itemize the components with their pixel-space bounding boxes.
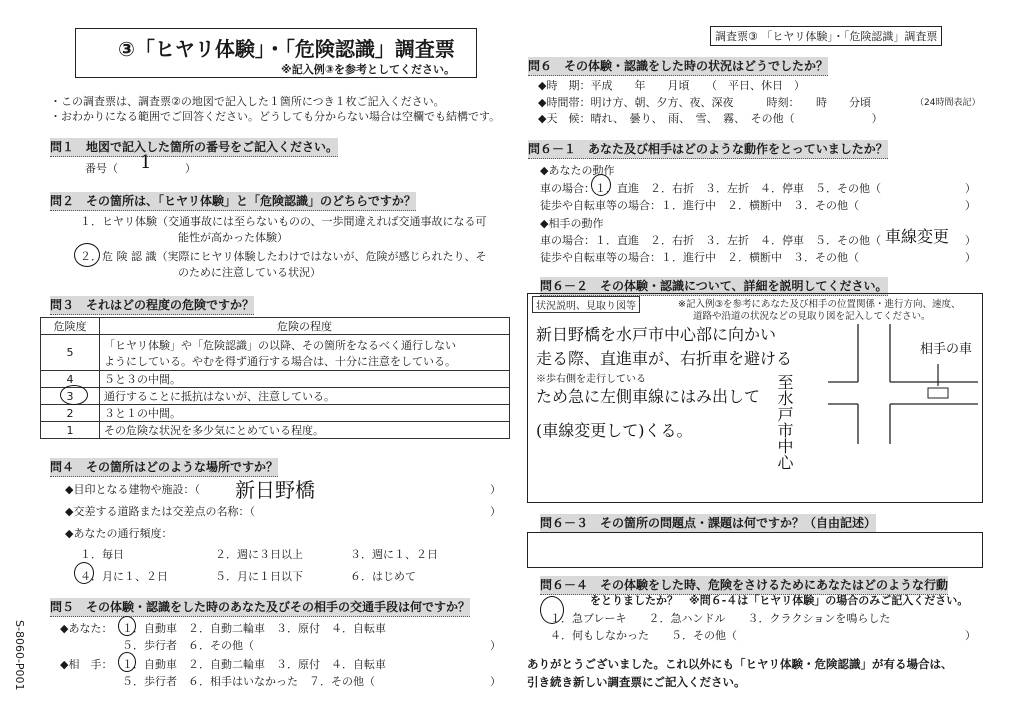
danger-level: 4 bbox=[41, 371, 100, 388]
danger-desc-b: ようにしている。やむを得ず通行する場合は、十分に注意をしている。 bbox=[104, 354, 456, 368]
table-row[interactable] bbox=[41, 371, 510, 388]
q62-hand-line-3: ため急に左側車線にはみ出して bbox=[536, 387, 761, 406]
table-row[interactable] bbox=[41, 422, 510, 439]
danger-desc bbox=[100, 335, 510, 371]
sketch-direction: 至水戸市中心 bbox=[775, 374, 794, 470]
q5-other-options-2[interactable]: ５．歩行者 ６．相手はいなかった ７．その他（ bbox=[122, 675, 375, 688]
q4-title: 問４ その箇所はどのような場所ですか？ bbox=[50, 458, 278, 477]
q61-other-car[interactable]: 車の場合：１．直進 ２．右折 ３．左折 ４．停車 ５．その他（ bbox=[540, 234, 881, 247]
q62-box[interactable] bbox=[527, 293, 983, 503]
q4-road-label: ◆交差する道路または交差点の名称：（ bbox=[65, 505, 255, 518]
q3-title: 問３ それはどの程度の危険ですか？ bbox=[50, 296, 254, 315]
q2-option-2[interactable]: ２．危 険 認 識（実際にヒヤリ体験したわけではないが、危険が感じられたり、そ bbox=[80, 250, 487, 263]
freq-option-6[interactable]: ６．はじめて bbox=[350, 570, 416, 583]
q6-hours-note: （24時間表記） bbox=[915, 98, 981, 108]
q5-you-options[interactable]: １．自動車 ２．自動二輪車 ３．原付 ４．自転車 bbox=[122, 622, 386, 635]
q4-landmark-answer[interactable]: 新日野橋 bbox=[235, 478, 315, 502]
q62-note-a: ※記入例③を参考にあなた及び相手の位置関係・進行方向、速度、 bbox=[678, 299, 961, 310]
page-title: ③「ヒヤリ体験」・「危険認識」調査票 bbox=[118, 37, 455, 61]
q3-selected-circle bbox=[60, 385, 88, 405]
danger-col-level: 危険度 bbox=[41, 318, 100, 335]
danger-table bbox=[40, 317, 510, 439]
q61-other-walk-close: ） bbox=[965, 251, 976, 264]
q62-hand-insert: ※歩右側を走行している bbox=[536, 374, 646, 385]
q64-selected-circle bbox=[540, 596, 564, 624]
q4-road-close: ） bbox=[490, 505, 501, 518]
q61-you-head: ◆あなたの動作 bbox=[540, 164, 615, 177]
q64-title-a: 問６－４ その体験をした時、危険をさけるためにあなたはどのような行動 bbox=[540, 576, 948, 595]
q64-title-b: をとりましたか？ ※問６-４は「ヒヤリ体験」の場合のみご記入ください。 bbox=[590, 594, 969, 607]
q4-landmark-close: ） bbox=[490, 483, 501, 496]
q1-title: 問１ 地図で記入した箇所の番号をご記入ください。 bbox=[50, 138, 338, 157]
q6-weather[interactable]: ◆天 候：晴れ、 曇り、 雨、 雪、 霧、 その他（ ） bbox=[538, 112, 883, 125]
intro-line-1: ・この調査票は、調査票②の地図で記入した１箇所につき１枚ご記入ください。 bbox=[50, 95, 445, 108]
q6-hours[interactable]: ◆時間帯：明け方、朝、夕方、夜、深夜 時刻： 時 分頃 bbox=[538, 96, 871, 109]
danger-desc: ５と３の中間。 bbox=[100, 371, 510, 388]
freq-selected-circle bbox=[74, 562, 94, 584]
q6-title: 問６ その体験・認識をした時の状況はどうでしたか？ bbox=[528, 57, 828, 76]
q61-other-walk[interactable]: 徒歩や自転車等の場合：１．進行中 ２．横断中 ３．その他（ bbox=[540, 251, 859, 264]
q61-other-head: ◆相手の動作 bbox=[540, 217, 604, 230]
q4-freq-label: ◆あなたの通行頻度： bbox=[65, 527, 173, 540]
q2-option-1[interactable]: １．ヒヤリ体験（交通事故には至らないものの、一歩間違えれば交通事故になる可 bbox=[80, 215, 487, 228]
freq-option-1[interactable]: １．毎日 bbox=[80, 548, 124, 561]
q62-hand-line-4: (車線変更して)くる。 bbox=[536, 421, 693, 440]
danger-desc-a: 「ヒヤリ体験」や「危険認識」の以降、その箇所をなるべく通行しない bbox=[104, 338, 456, 352]
danger-level: 1 bbox=[41, 422, 100, 439]
table-row[interactable] bbox=[41, 405, 510, 422]
car-shape bbox=[928, 388, 948, 398]
danger-desc: ３と１の中間。 bbox=[100, 405, 510, 422]
freq-option-5[interactable]: ５．月に１日以下 bbox=[215, 570, 303, 583]
q62-box-label: 状況説明、見取り図等 bbox=[532, 296, 640, 313]
danger-level: 2 bbox=[41, 405, 100, 422]
q63-answer-box[interactable] bbox=[527, 532, 983, 568]
q5-you-circle bbox=[118, 616, 136, 636]
q61-you-car-close: ） bbox=[965, 182, 976, 195]
q64-options-b[interactable]: ４．何もしなかった ５．その他（ bbox=[550, 629, 737, 642]
intro-line-2: ・おわかりになる範囲でご回答ください。どうしても分からない場合は空欄でも結構です。 bbox=[50, 110, 501, 123]
danger-level: 3 bbox=[41, 388, 100, 405]
q62-hand-line-1: 新日野橋を水戸市中心部に向かい bbox=[536, 325, 777, 344]
q5-title: 問５ その体験・認識をした時のあなた及びその相手の交通手段は何ですか？ bbox=[50, 598, 470, 617]
q6-time[interactable]: ◆時 期：平成 年 月頃 （ 平日、休日 ） bbox=[538, 79, 805, 92]
danger-desc: 通行することに抵抗はないが、注意している。 bbox=[100, 388, 510, 405]
q61-title: 問６－１ あなた及び相手はどのような動作をとっていましたか？ bbox=[528, 140, 888, 159]
sketch-label: 相手の車 bbox=[920, 342, 973, 357]
q2-selected-circle bbox=[74, 243, 100, 267]
table-row[interactable] bbox=[41, 388, 510, 405]
q61-you-walk-close: ） bbox=[965, 199, 976, 212]
q63-title: 問６－３ その箇所の問題点・課題は何ですか？（自由記述） bbox=[540, 514, 876, 533]
closing-line-1: ありがとうございました。これ以外にも「ヒヤリ体験・危険認識」が有る場合は、 bbox=[527, 657, 953, 671]
q64-options-close: ） bbox=[965, 629, 976, 642]
q64-options-a[interactable]: １．急ブレーキ ２．急ハンドル ３．クラクションを鳴らした bbox=[550, 612, 891, 625]
title-box bbox=[75, 28, 477, 78]
q62-title: 問６－２ その体験・認識について、詳細を説明してください。 bbox=[540, 277, 888, 296]
q5-other-label: ◆相 手： bbox=[60, 658, 113, 671]
q1-close: ） bbox=[185, 162, 196, 175]
freq-option-3[interactable]: ３．週に１、２日 bbox=[350, 548, 438, 561]
q1-label: 番号（ bbox=[85, 162, 118, 175]
q5-other-options[interactable]: １．自動車 ２．自動二輪車 ３．原付 ４．自転車 bbox=[122, 658, 386, 671]
q5-you-label: ◆あなた： bbox=[60, 622, 113, 635]
q61-other-car-close: ） bbox=[965, 234, 976, 247]
q62-note-b: 道路や沿道の状況などの見取り図を記入してください。 bbox=[693, 311, 931, 322]
page-subtitle: ※記入例③を参考としてください。 bbox=[281, 63, 456, 76]
side-code: S-8060-P001 bbox=[13, 620, 26, 691]
q61-other-car-answer[interactable]: 車線変更 bbox=[885, 227, 950, 246]
q5-other-close: ） bbox=[490, 675, 501, 688]
q61-you-circle bbox=[591, 174, 611, 196]
q2-option-2-cont: のために注意している状況） bbox=[178, 266, 321, 279]
q2-option-1-cont: 能性が高かった体験） bbox=[178, 231, 288, 244]
q4-landmark-label: ◆目印となる建物や施設：（ bbox=[65, 483, 200, 496]
q5-other-circle bbox=[118, 652, 136, 672]
table-row[interactable] bbox=[41, 335, 510, 371]
q61-you-car[interactable]: 車の場合：１．直進 ２．右折 ３．左折 ４．停車 ５．その他（ bbox=[540, 182, 881, 195]
closing-line-2: 引き続き新しい調査票にご記入ください。 bbox=[527, 675, 746, 689]
q1-answer[interactable]: 1 bbox=[140, 152, 152, 173]
freq-option-4[interactable]: ４．月に１、２日 bbox=[80, 570, 168, 583]
danger-level: 5 bbox=[41, 335, 100, 371]
q61-you-walk[interactable]: 徒歩や自転車等の場合：１．進行中 ２．横断中 ３．その他（ bbox=[540, 199, 859, 212]
q5-you-close: ） bbox=[490, 639, 501, 652]
q62-hand-line-2: 走る際、直進車が、右折車を避ける bbox=[536, 349, 793, 368]
danger-desc: その危険な状況を多少気にとめている程度。 bbox=[100, 422, 510, 439]
q2-title: 問２ その箇所は、「ヒヤリ体験」と「危険認識」のどちらですか？ bbox=[50, 192, 416, 211]
danger-col-desc: 危険の程度 bbox=[100, 318, 510, 335]
freq-option-2[interactable]: ２．週に３日以上 bbox=[215, 548, 303, 561]
q5-you-options-2[interactable]: ５．歩行者 ６．その他（ bbox=[122, 639, 254, 652]
form-id-box: 調査票③ 「ヒヤリ体験」・「危険認識」調査票 bbox=[710, 26, 942, 46]
